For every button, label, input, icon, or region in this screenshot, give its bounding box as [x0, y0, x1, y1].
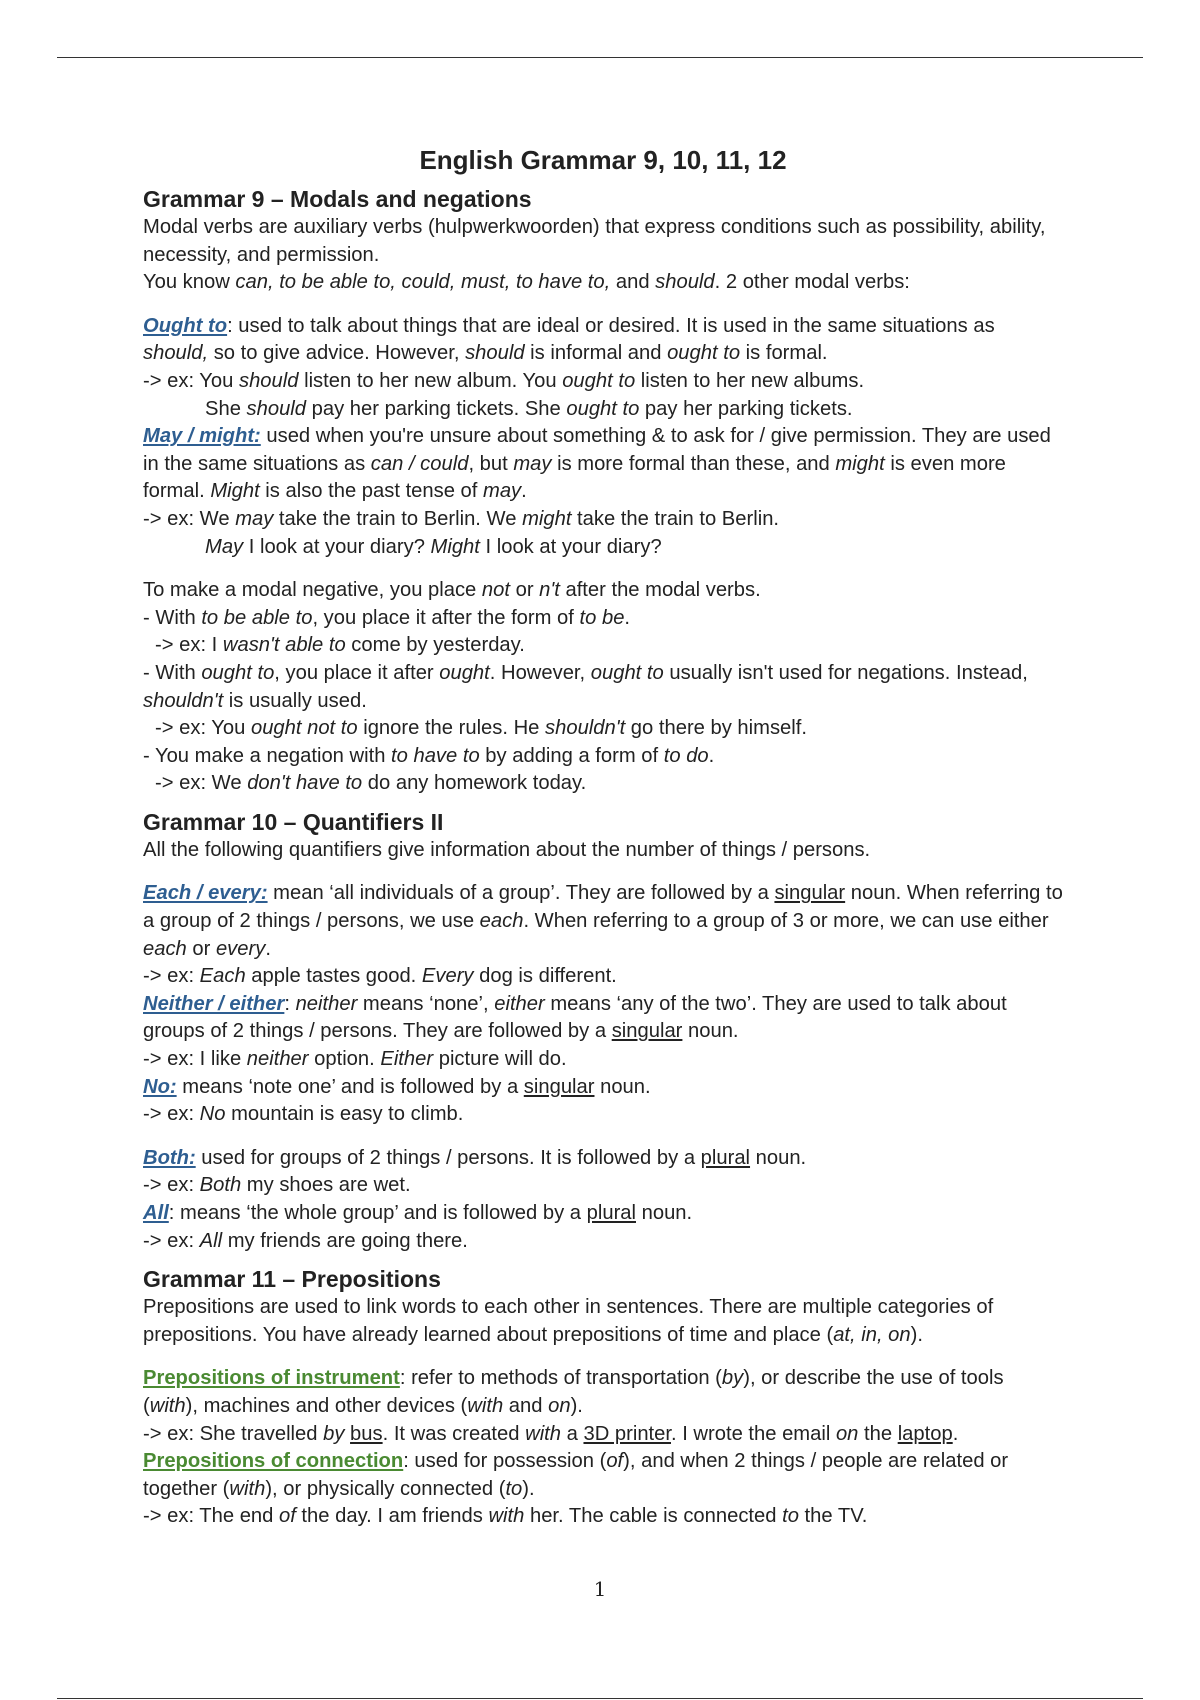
- negation-intro: To make a modal negative, you place not or n't after the modal verbs.: [143, 579, 761, 602]
- no-term: No:: [143, 1075, 177, 1098]
- connection-example: -> ex: The end of the day. I am friends with her. The cable is connected to the TV.: [143, 1505, 868, 1528]
- may-might-term: May / might:: [143, 425, 261, 448]
- both-example: -> ex: Both my shoes are wet.: [143, 1174, 411, 1197]
- neither-either-definition: Neither / either: neither means ‘none’, either means ‘any of the two’. They are used to talk about groups of 2 things / persons. They are followed by a singular noun.: [143, 992, 1007, 1043]
- grammar-10-heading: Grammar 10 – Quantifiers II: [143, 808, 444, 835]
- may-might-definition: May / might: used when you're unsure about something & to ask for / give permission. They are used in the same situations as can / could, but may is more formal than these, and might is even more formal. Might is also the past tense of may.: [143, 425, 1051, 503]
- bottom-rule: [57, 1698, 1143, 1699]
- connection-term: Prepositions of connection: [143, 1450, 404, 1473]
- negation-rule-have-to: - You make a negation with to have to by adding a form of to do.: [143, 744, 715, 767]
- ought-to-definition: Ought to: used to talk about things that are ideal or desired. It is used in the same situations as should, so to give advice. However, should is informal and ought to is formal.: [143, 314, 995, 365]
- grammar-11-heading: Grammar 11 – Prepositions: [143, 1266, 441, 1293]
- grammar-9-heading: Grammar 9 – Modals and negations: [143, 186, 532, 212]
- page-number: 1: [593, 1577, 607, 1601]
- may-might-example-1: -> ex: We may take the train to Berlin. We might take the train to Berlin.: [143, 507, 780, 530]
- all-example: -> ex: All my friends are going there.: [143, 1229, 468, 1252]
- negation-rule-be-able: - With to be able to, you place it after the form of to be.: [143, 606, 631, 629]
- negation-rule-ought: - With ought to, you place it after ought. However, ought to usually isn't used for negations. Instead, shouldn't is usually used.: [143, 661, 1028, 712]
- g9-intro-2: You know can, to be able to, could, must, to have to, and should. 2 other modal verbs:: [143, 271, 910, 294]
- may-might-example-2: May I look at your diary? Might I look at your diary?: [205, 535, 662, 558]
- all-term: All: [143, 1202, 169, 1224]
- g11-intro: Prepositions are used to link words to each other in sentences. There are multiple categories of prepositions. You have already learned about prepositions of time and place (at, in, on).: [143, 1296, 994, 1346]
- document-page: [143, 143, 1063, 1531]
- each-every-term: Each / every:: [143, 882, 268, 905]
- both-definition: Both: used for groups of 2 things / persons. It is followed by a plural noun.: [143, 1146, 807, 1169]
- no-example: -> ex: No mountain is easy to climb.: [143, 1103, 464, 1126]
- negation-example-have-to: -> ex: We don't have to do any homework today.: [155, 772, 587, 795]
- instrument-example: -> ex: She travelled by bus. It was created with a 3D printer. I wrote the email on the laptop.: [143, 1422, 959, 1445]
- instrument-definition: Prepositions of instrument: refer to methods of transportation (by), or describe the use of tools (with), machines and other devices (with and on).: [143, 1367, 1004, 1417]
- g10-intro: All the following quantifiers give information about the number of things / persons.: [143, 838, 871, 861]
- ought-to-example-2: She should pay her parking tickets. She ought to pay her parking tickets.: [205, 397, 853, 420]
- document-title: English Grammar 9, 10, 11, 12: [419, 145, 787, 175]
- all-definition: All: means ‘the whole group’ and is followed by a plural noun.: [143, 1202, 693, 1224]
- negation-example-ought: -> ex: You ought not to ignore the rules. He shouldn't go there by himself.: [155, 717, 807, 740]
- both-term: Both:: [143, 1146, 196, 1169]
- each-every-definition: Each / every: mean ‘all individuals of a group’. They are followed by a singular noun. When referring to a group of 2 things / persons, we use each. When referring to a group of 3 or more, we can use either each or every.: [143, 882, 1063, 960]
- neither-either-example: -> ex: I like neither option. Either picture will do.: [143, 1048, 567, 1071]
- each-every-example: -> ex: Each apple tastes good. Every dog is different.: [143, 965, 617, 988]
- ought-to-term: Ought to: [143, 314, 228, 337]
- instrument-term: Prepositions of instrument: [143, 1367, 400, 1390]
- top-rule: [57, 57, 1143, 58]
- neither-either-term: Neither / either: [143, 992, 285, 1015]
- ought-to-example-1: -> ex: You should listen to her new album. You ought to listen to her new albums.: [143, 369, 865, 392]
- connection-definition: Prepositions of connection: used for possession (of), and when 2 things / people are related or together (with), or physically connected (to).: [143, 1450, 1009, 1500]
- negation-example-be-able: -> ex: I wasn't able to come by yesterday.: [155, 634, 525, 657]
- g9-intro-1: Modal verbs are auxiliary verbs (hulpwerkwoorden) that express conditions such as possibility, ability, necessity, and permission.: [143, 216, 1046, 266]
- no-definition: No: means ‘note one’ and is followed by a singular noun.: [143, 1075, 651, 1098]
